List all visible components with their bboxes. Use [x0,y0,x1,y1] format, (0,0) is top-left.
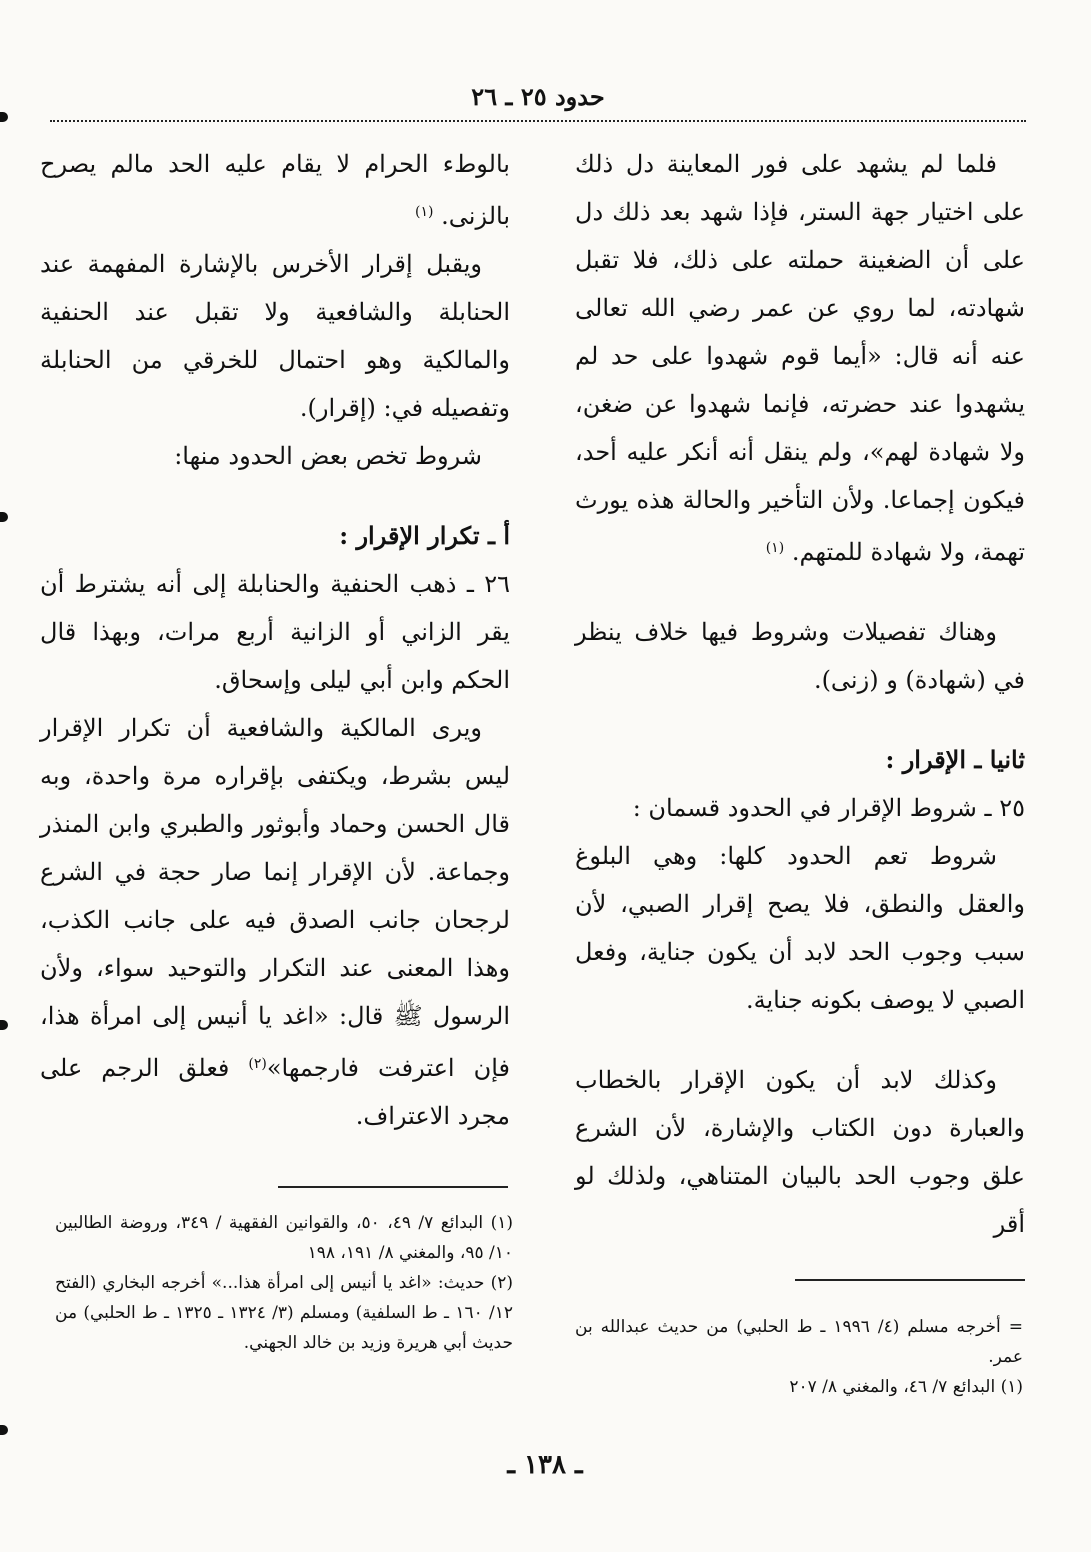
footnote: (١) البدائع ٧/ ٤٦، والمغني ٨/ ٢٠٧ [789,1377,1023,1397]
paragraph: ٢٥ ـ شروط الإقرار في الحدود قسمان : [632,794,1025,822]
footnote: = أخرجه مسلم (٤/ ١٩٩٦ ـ ط الحلبي) من حديث عبدالله بن عمر. [575,1317,1023,1367]
paragraph: شروط تخص بعض الحدود منها: [174,442,482,470]
paragraph: بالوطء الحرام لا يقام عليه الحد مالم يصرح بالزنى. $^{(١)}$ [40,150,510,230]
paragraph: ويقبل إقرار الأخرس بالإشارة المفهمة عند الحنابلة والشافعية ولا تقبل عند الحنفية والمالكية وهو احتمال للخرقي من الحنابلة وتفصيله في: (إقرار). [40,250,510,422]
page-number: ـ ١٣٨ ـ [507,1450,583,1480]
footnotes-right [575,1312,1023,1402]
section-heading: أ ـ تكرار الإقرار : [339,521,510,550]
left-column [40,140,510,1140]
scan-edge-mark [0,512,8,522]
right-column [575,140,1025,1248]
page-header [50,82,1026,122]
footnote-ref[interactable]: (١) [415,204,434,220]
paragraph: شروط تعم الحدود كلها: وهي البلوغ والعقل والنطق، فلا يصح إقرار الصبي، لأن سبب وجوب الحد لابد أن يكون جناية، وفعل الصبي لا يوصف بكونه جناية. [575,842,1025,1014]
paragraph: وهناك تفصيلات وشروط فيها خلاف ينظر في (شهادة) و (زنى). [575,618,1025,694]
paragraph: فلما لم يشهد على فور المعاينة دل ذلك على اختيار جهة الستر، فإذا شهد بعد ذلك دل على أن الضغينة حملته على ذلك، فلا تقبل شهادته، لما روي عن عمر رضي الله تعالى عنه أنه قال: «أيما قوم شهدوا على حد لم يشهدوا عند حضرته، فإنما شهدوا عن ضغن، ولا شهادة لهم»، ولم ينقل أنه أنكر عليه أحد، فيكون إجماعا. ولأن التأخير والحالة هذه يورث تهمة، ولا شهادة للمتهم. $^{(١)}$ [575,150,1025,566]
running-title: حدود ٢٥ ـ ٢٦ [471,82,605,111]
footnote-ref[interactable]: (٢) [248,1056,267,1072]
section-heading: ثانيا ـ الإقرار : [885,745,1025,774]
footnote-rule [278,1186,508,1188]
paragraph: وكذلك لابد أن يكون الإقرار بالخطاب والعبارة دون الكتاب والإشارة، لأن الشرع علق وجوب الحد بالبيان المتناهي، ولذلك لو أقر [575,1066,1025,1238]
scan-edge-mark [0,1020,8,1030]
header-dotted-rule [50,120,1026,122]
footnotes-left [55,1208,513,1358]
footnote: (١) البدائع ٧/ ٤٩، ٥٠، والقوانين الفقهية / ٣٤٩، وروضة الطالبين ١٠/ ٩٥، والمغني ٨/ ١٩١، ١٩٨ [55,1213,514,1263]
paragraph: ويرى المالكية والشافعية أن تكرار الإقرار ليس بشرط، ويكتفى بإقراره مرة واحدة، وبه قال الحسن وحماد وأبوثور والطبري وابن المنذر وجماعة. لأن الإقرار إنما صار حجة في الشرع لرجحان جانب الصدق فيه على جانب الكذب، وهذا المعنى عند التكرار والتوحيد سواء، ولأن الرسول ﷺ قال: «اغد يا أنيس إلى امرأة هذا، فإن اعترفت فارجمها»$^{(٢)}$ فعلق الرجم على مجرد الاعتراف. [40,714,510,1130]
scan-edge-mark [0,1425,8,1435]
paragraph: ٢٦ ـ ذهب الحنفية والحنابلة إلى أنه يشترط أن يقر الزاني أو الزانية أربع مرات، وبهذا قال الحكم وابن أبي ليلى وإسحاق. [40,570,510,694]
scan-edge-mark [0,112,8,122]
footnote-rule [795,1279,1025,1281]
footnote: (٢) حديث: «اغد يا أنيس إلى امرأة هذا...» أخرجه البخاري (الفتح ١٢/ ١٦٠ ـ ط السلفية) ومسلم (٣/ ١٣٢٤ ـ ١٣٢٥ ـ ط الحلبي) من حديث أبي هريرة وزيد بن خالد الجهني. [55,1273,513,1353]
footnote-ref[interactable]: (١) [765,540,785,556]
